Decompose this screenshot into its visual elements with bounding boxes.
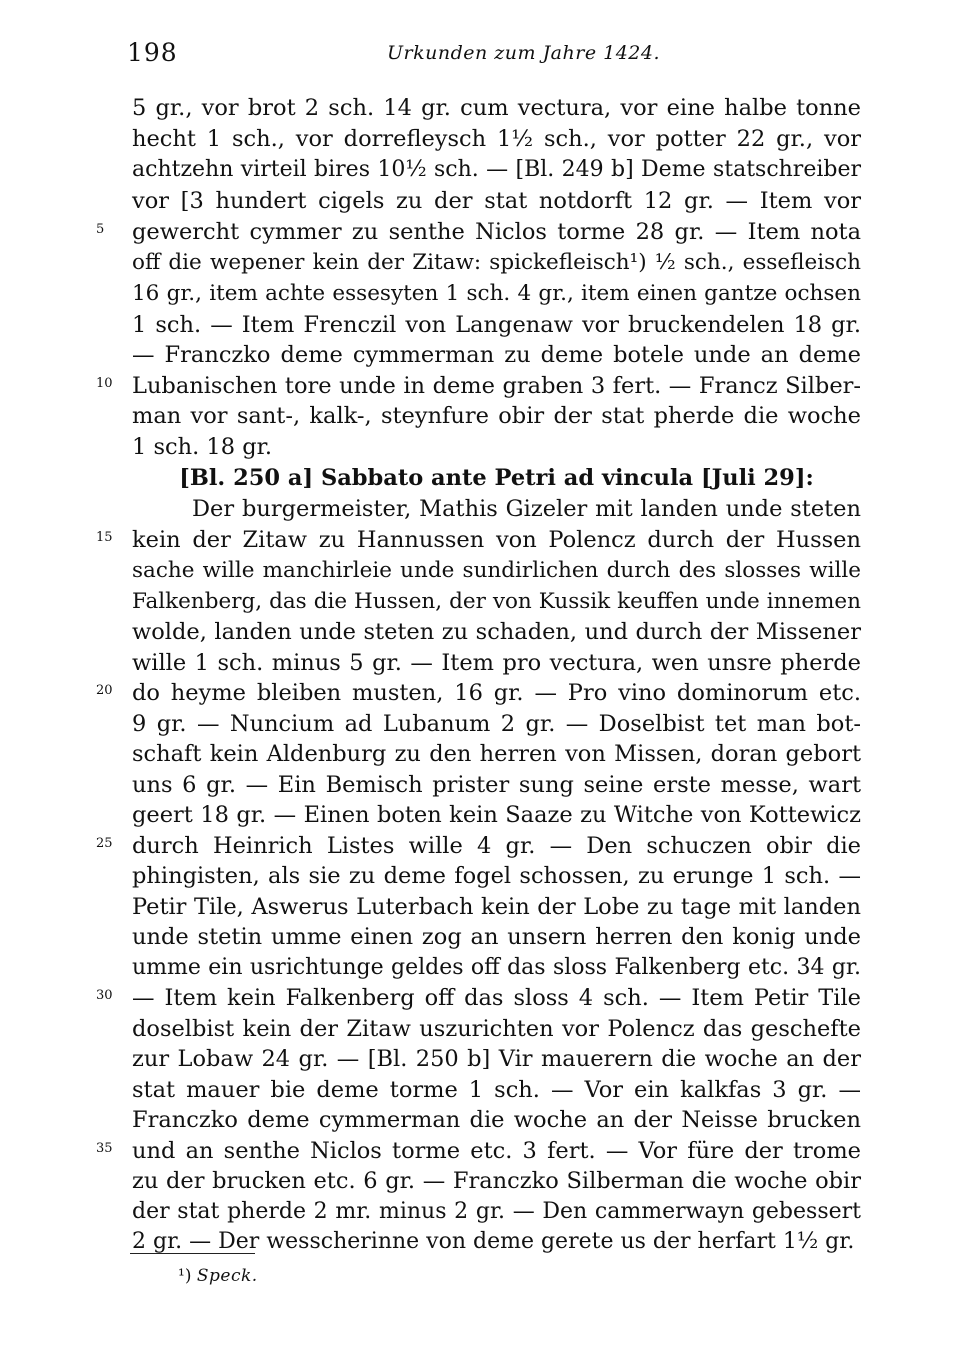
page-header [127, 38, 862, 72]
text-line: unde stetin umme einen zog an unsern herren den konig unde [132, 924, 861, 950]
footnote-text: Speck. [196, 1266, 258, 1286]
text-line: 5 gr., vor brot 2 sch. 14 gr. cum vectura, vor eine halbe tonne [132, 95, 861, 121]
running-title: Urkunden zum Jahre 1424. [387, 42, 661, 64]
line-number: 10 [96, 376, 113, 391]
text-line: 1 sch. 18 gr. [132, 434, 273, 460]
text-line: 9 gr. — Nuncium ad Lubanum 2 gr. — Doselbist tet man bot- [132, 711, 861, 737]
line-number: 35 [96, 1141, 113, 1156]
text-line: Lubanischen tore unde in deme graben 3 fert. — Francz Silber- [132, 373, 861, 399]
text-line: — Item kein Falkenberg off das sloss 4 sch. — Item Petir Tile [132, 985, 861, 1011]
text-line: phingisten, als sie zu deme fogel schossen, zu erunge 1 sch. — [132, 863, 861, 889]
text-line: Falkenberg, das die Hussen, der von Kussik keuffen unde innemen [132, 589, 861, 614]
line-number: 15 [96, 530, 113, 545]
text-line: off die wepener kein der Zitaw: spickefleisch¹) ½ sch., essefleisch [132, 250, 861, 275]
text-line: gewercht cymmer zu senthe Niclos torme 28 gr. — Item nota [132, 219, 861, 245]
text-line: do heyme bleiben musten, 16 gr. — Pro vino dominorum etc. [132, 680, 861, 706]
text-line: 2 gr. — Der wesscherinne von deme gerete us der herfart 1½ gr. [132, 1229, 855, 1254]
text-line: Der burgermeister, Mathis Gizeler mit landen unde steten [192, 496, 861, 522]
text-line: Franczko deme cymmerman die woche an der Neisse brucken [132, 1107, 861, 1133]
text-line: der stat pherde 2 mr. minus 2 gr. — Den cammerwayn gebessert [132, 1199, 861, 1224]
section-heading: [Bl. 250 a] Sabbato ante Petri ad vincula [Juli 29]: [179, 465, 814, 491]
text-line: geert 18 gr. — Einen boten kein Saaze zu Witche von Kottewicz [132, 802, 861, 828]
footnote-rule [130, 1253, 255, 1254]
text-line: durch Heinrich Listes wille 4 gr. — Den schuczen obir die [132, 833, 861, 859]
line-number: 20 [96, 683, 113, 698]
page-number: 198 [127, 38, 178, 67]
text-line: 1 sch. — Item Frenczil von Langenaw vor bruckendelen 18 gr. [132, 312, 861, 338]
text-line: umme ein usrichtunge geldes off das sloss Falkenberg etc. 34 gr. [132, 955, 861, 980]
text-line: Petir Tile, Aswerus Luterbach kein der Lobe zu tage mit landen [132, 894, 861, 920]
text-line: hecht 1 sch., vor dorrefleysch 1½ sch., vor potter 22 gr., vor [132, 126, 861, 152]
text-line: zur Lobaw 24 gr. — [Bl. 250 b] Vir mauerern die woche an der [132, 1046, 861, 1072]
text-line: zu der brucken etc. 6 gr. — Franczko Silberman die woche obir [132, 1168, 861, 1194]
line-number: 25 [96, 836, 113, 851]
text-line: und an senthe Niclos torme etc. 3 fert. — Vor füre der trome [132, 1138, 861, 1164]
text-line: man vor sant-, kalk-, steynfure obir der stat pherde die woche [132, 403, 861, 429]
line-number: 5 [96, 222, 105, 237]
footnote-marker: ¹) [178, 1266, 192, 1286]
text-line: kein der Zitaw zu Hannussen von Polencz durch der Hussen [132, 527, 861, 553]
text-line: wolde, landen unde steten zu schaden, und durch der Missener [132, 619, 861, 645]
footnote [178, 1264, 258, 1288]
text-line: sache wille manchirleie unde sundirlichen durch des slosses wille [132, 558, 861, 583]
text-line: stat mauer bie deme torme 1 sch. — Vor ein kalkfas 3 gr. — [132, 1077, 861, 1103]
text-line: doselbist kein der Zitaw uszurichten vor Polencz das geschefte [132, 1016, 861, 1042]
text-line: wille 1 sch. minus 5 gr. — Item pro vectura, wen unsre pherde [132, 650, 861, 676]
line-number: 30 [96, 988, 113, 1003]
text-line: schaft kein Aldenburg zu den herren von Missen, doran gebort [132, 741, 861, 767]
text-line: vor [3 hundert cigels zu der stat notdorft 12 gr. — Item vor [132, 188, 861, 214]
text-line: 16 gr., item achte essesyten 1 sch. 4 gr., item einen gantze ochsen [132, 281, 861, 306]
text-line: achtzehn virteil bires 10½ sch. — [Bl. 249 b] Deme statschreiber [132, 157, 861, 182]
text-line: — Franczko deme cymmerman zu deme botele unde an deme [132, 342, 861, 368]
text-line: uns 6 gr. — Ein Bemisch prister sung seine erste messe, wart [132, 772, 861, 798]
